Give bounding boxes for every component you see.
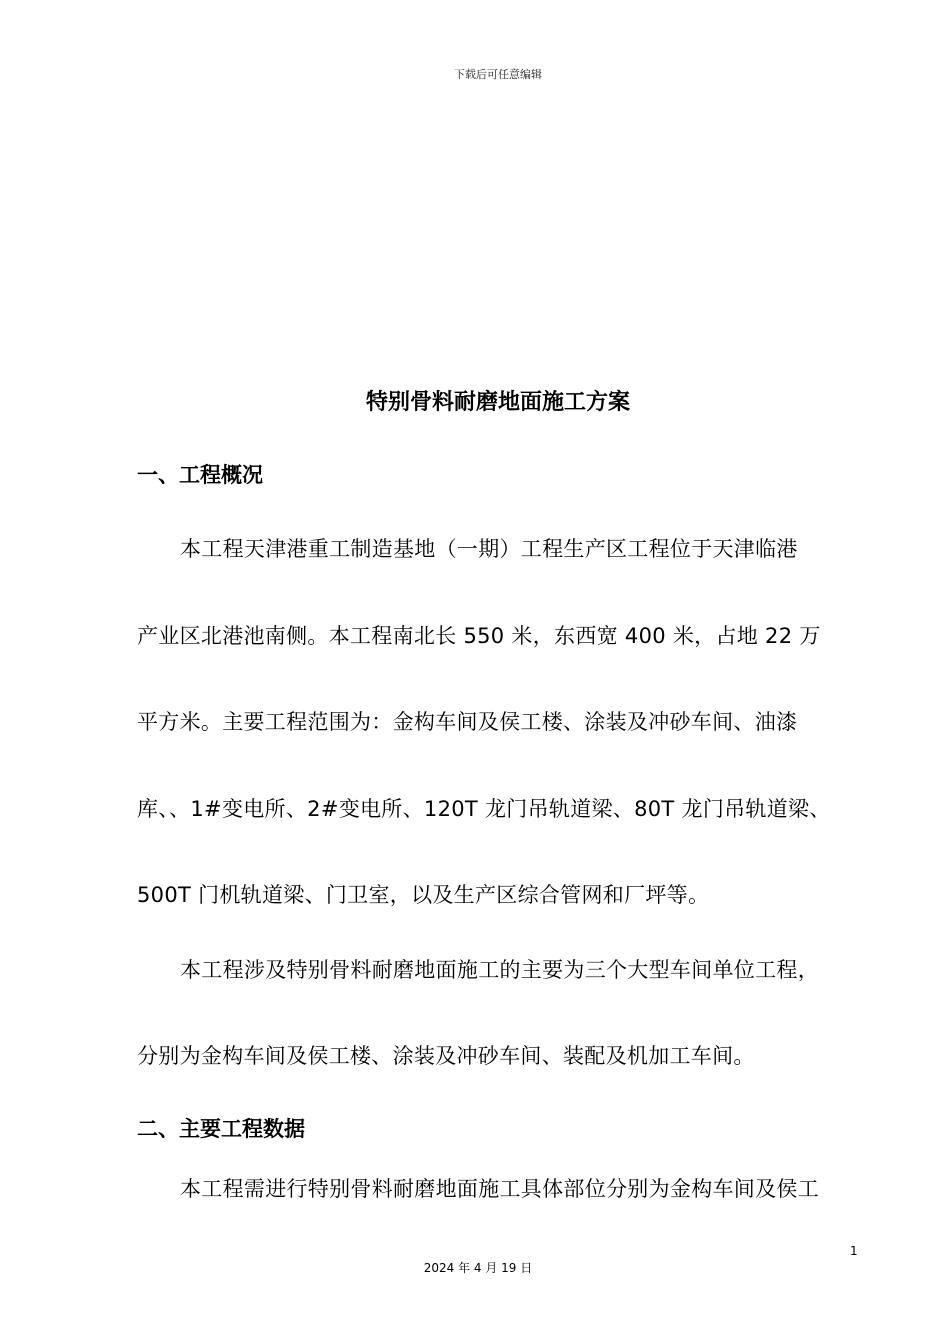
paragraph-line: 500T 门机轨道梁、门卫室，以及生产区综合管网和厂坪等。 xyxy=(137,883,710,907)
paragraph-line: 平方米。主要工程范围为：金构车间及侯工楼、涂装及冲砂车间、油漆 xyxy=(137,710,798,734)
paragraph-line: 本工程需进行特别骨料耐磨地面施工具体部位分别为金构车间及侯工 xyxy=(180,1177,819,1201)
paragraph-line: 本工程天津港重工制造基地（一期）工程生产区工程位于天津临港 xyxy=(180,537,798,561)
paragraph-line: 产业区北港池南侧。本工程南北长 550 米，东西宽 400 米，占地 22 万 xyxy=(137,624,821,648)
page-number: 1 xyxy=(850,1244,858,1258)
document-title: 特别骨料耐磨地面施工方案 xyxy=(365,390,630,415)
section-heading-main-data: 二、主要工程数据 xyxy=(137,1117,305,1141)
paragraph-line: 本工程涉及特别骨料耐磨地面施工的主要为三个大型车间单位工程， xyxy=(180,958,819,982)
section-heading-overview: 一、工程概况 xyxy=(137,463,263,487)
header-note: 下载后可任意编辑 xyxy=(454,68,542,81)
footer-date: 2024 年 4 月 19 日 xyxy=(423,1261,533,1275)
paragraph-line: 分别为金构车间及侯工楼、涂装及冲砂车间、装配及机加工车间。 xyxy=(137,1044,755,1068)
paragraph-line: 库、、1#变电所、2#变电所、120T 龙门吊轨道梁、80T 龙门吊轨道梁、 xyxy=(137,797,831,821)
